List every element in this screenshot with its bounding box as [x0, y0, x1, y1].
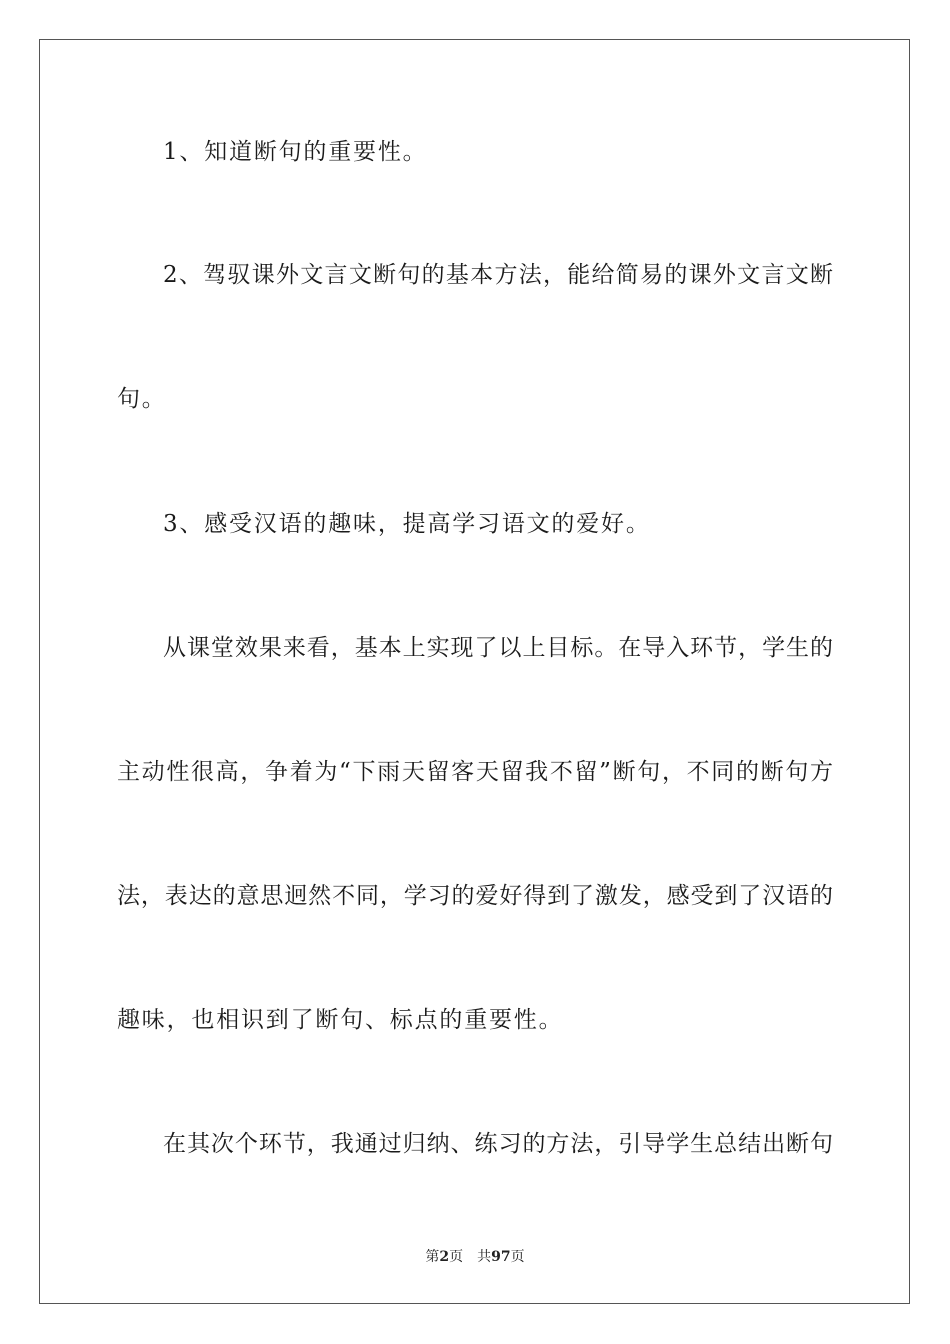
page-prefix: 第	[425, 1249, 440, 1265]
text-line: 主动性很高，争着为“下雨天留客天留我不留”断句，不同的断句方	[117, 759, 833, 785]
total-suffix: 页	[510, 1249, 525, 1265]
page-frame	[39, 39, 910, 1304]
text-line: 句。	[117, 386, 167, 412]
total-pages: 97	[491, 1249, 511, 1265]
text-line: 趣味，也相识到了断句、标点的重要性。	[117, 1007, 564, 1033]
page-number: 2	[439, 1249, 450, 1265]
text-line: 2、驾驭课外文言文断句的基本方法，能给简易的课外文言文断	[163, 262, 833, 288]
text-line: 从课堂效果来看，基本上实现了以上目标。在导入环节，学生的	[163, 635, 833, 661]
text-line: 3、感受汉语的趣味，提高学习语文的爱好。	[163, 511, 651, 537]
text-line: 法，表达的意思迥然不同，学习的爱好得到了激发，感受到了汉语的	[117, 883, 833, 909]
text-line: 1、知道断句的重要性。	[163, 139, 428, 165]
page-footer	[0, 1247, 950, 1267]
page-suffix: 页	[449, 1249, 464, 1265]
total-prefix: 共	[477, 1249, 492, 1265]
text-line: 在其次个环节，我通过归纳、练习的方法，引导学生总结出断句	[163, 1131, 833, 1157]
